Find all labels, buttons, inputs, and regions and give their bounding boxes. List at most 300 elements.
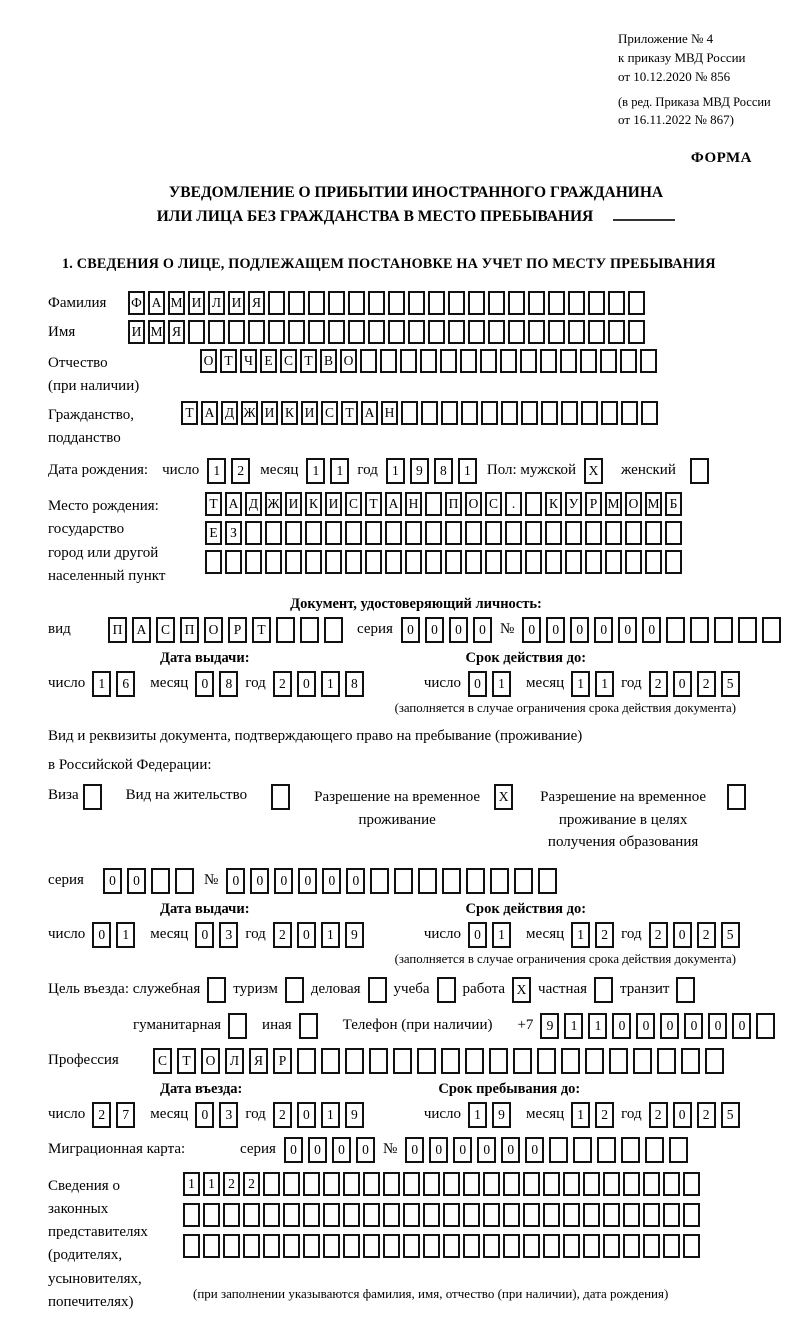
char-cell[interactable] xyxy=(623,1172,640,1196)
char-cell[interactable] xyxy=(303,1172,320,1196)
char-cell[interactable]: 1 xyxy=(92,671,111,697)
char-cell[interactable]: С xyxy=(345,492,362,516)
char-cell[interactable] xyxy=(370,868,389,894)
char-cell[interactable]: 6 xyxy=(116,671,135,697)
char-cell[interactable]: О xyxy=(340,349,357,373)
char-cell[interactable] xyxy=(328,291,345,315)
char-cell[interactable] xyxy=(443,1203,460,1227)
char-cell[interactable] xyxy=(762,617,781,643)
char-cell[interactable]: С xyxy=(485,492,502,516)
char-cell[interactable]: 2 xyxy=(273,671,292,697)
char-cell[interactable]: 0 xyxy=(708,1013,727,1039)
char-cell[interactable] xyxy=(483,1172,500,1196)
char-cell[interactable] xyxy=(665,550,682,574)
char-cell[interactable] xyxy=(265,550,282,574)
char-cell[interactable] xyxy=(681,1048,700,1074)
char-cell[interactable] xyxy=(665,521,682,545)
char-cell[interactable] xyxy=(683,1234,700,1258)
char-cell[interactable] xyxy=(625,521,642,545)
char-cell[interactable]: 1 xyxy=(571,1102,590,1128)
char-cell[interactable] xyxy=(521,401,538,425)
char-cell[interactable] xyxy=(423,1172,440,1196)
char-cell[interactable]: 0 xyxy=(525,1137,544,1163)
char-cell[interactable]: Т xyxy=(205,492,222,516)
char-cell[interactable]: О xyxy=(465,492,482,516)
char-cell[interactable] xyxy=(263,1172,280,1196)
char-cell[interactable]: Р xyxy=(273,1048,292,1074)
char-cell[interactable] xyxy=(483,1203,500,1227)
char-cell[interactable] xyxy=(525,492,542,516)
char-cell[interactable]: 2 xyxy=(649,1102,668,1128)
char-cell[interactable]: 0 xyxy=(449,617,468,643)
entry-month-input[interactable] xyxy=(195,1102,238,1128)
char-cell[interactable]: А xyxy=(361,401,378,425)
char-cell[interactable]: Ж xyxy=(265,492,282,516)
char-cell[interactable] xyxy=(523,1203,540,1227)
char-cell[interactable] xyxy=(727,784,746,810)
char-cell[interactable] xyxy=(541,401,558,425)
char-cell[interactable] xyxy=(603,1234,620,1258)
char-cell[interactable]: И xyxy=(128,320,145,344)
char-cell[interactable] xyxy=(288,291,305,315)
char-cell[interactable]: 2 xyxy=(697,1102,716,1128)
char-cell[interactable] xyxy=(323,1203,340,1227)
char-cell[interactable] xyxy=(437,977,456,1003)
char-cell[interactable] xyxy=(203,1234,220,1258)
doc-valid-day-input[interactable] xyxy=(468,671,511,697)
char-cell[interactable] xyxy=(405,521,422,545)
char-cell[interactable] xyxy=(408,320,425,344)
char-cell[interactable]: 0 xyxy=(660,1013,679,1039)
char-cell[interactable] xyxy=(403,1172,420,1196)
doc-valid-year-input[interactable] xyxy=(649,671,740,697)
char-cell[interactable] xyxy=(463,1172,480,1196)
char-cell[interactable] xyxy=(683,1203,700,1227)
char-cell[interactable] xyxy=(538,868,557,894)
char-cell[interactable]: А xyxy=(148,291,165,315)
char-cell[interactable] xyxy=(388,320,405,344)
char-cell[interactable] xyxy=(561,1048,580,1074)
char-cell[interactable]: 0 xyxy=(405,1137,424,1163)
char-cell[interactable]: Д xyxy=(221,401,238,425)
char-cell[interactable] xyxy=(705,1048,724,1074)
citizenship-input[interactable] xyxy=(181,401,658,425)
char-cell[interactable] xyxy=(597,1137,616,1163)
char-cell[interactable]: 3 xyxy=(219,1102,238,1128)
char-cell[interactable] xyxy=(683,1172,700,1196)
char-cell[interactable]: 2 xyxy=(243,1172,260,1196)
char-cell[interactable]: Я xyxy=(249,1048,268,1074)
char-cell[interactable] xyxy=(676,977,695,1003)
char-cell[interactable] xyxy=(628,320,645,344)
char-cell[interactable] xyxy=(441,401,458,425)
char-cell[interactable]: 1 xyxy=(588,1013,607,1039)
char-cell[interactable] xyxy=(480,349,497,373)
char-cell[interactable] xyxy=(83,784,102,810)
char-cell[interactable]: 0 xyxy=(103,868,122,894)
char-cell[interactable] xyxy=(421,401,438,425)
char-cell[interactable] xyxy=(508,291,525,315)
legal-input-line2[interactable] xyxy=(183,1203,700,1227)
char-cell[interactable]: 9 xyxy=(410,458,429,484)
char-cell[interactable] xyxy=(403,1203,420,1227)
char-cell[interactable]: Ф xyxy=(128,291,145,315)
char-cell[interactable]: Я xyxy=(168,320,185,344)
char-cell[interactable]: 0 xyxy=(468,671,487,697)
char-cell[interactable] xyxy=(323,1234,340,1258)
stay-year-input[interactable] xyxy=(649,1102,740,1128)
char-cell[interactable] xyxy=(594,977,613,1003)
char-cell[interactable]: 2 xyxy=(92,1102,111,1128)
char-cell[interactable] xyxy=(657,1048,676,1074)
char-cell[interactable] xyxy=(420,349,437,373)
char-cell[interactable]: X xyxy=(512,977,531,1003)
char-cell[interactable] xyxy=(405,550,422,574)
char-cell[interactable] xyxy=(445,550,462,574)
char-cell[interactable] xyxy=(641,401,658,425)
patronymic-input[interactable] xyxy=(200,349,657,373)
char-cell[interactable]: Д xyxy=(245,492,262,516)
char-cell[interactable] xyxy=(151,868,170,894)
char-cell[interactable]: З xyxy=(225,521,242,545)
profession-input[interactable] xyxy=(153,1048,724,1074)
char-cell[interactable] xyxy=(548,291,565,315)
char-cell[interactable] xyxy=(297,1048,316,1074)
char-cell[interactable] xyxy=(525,521,542,545)
char-cell[interactable] xyxy=(417,1048,436,1074)
char-cell[interactable] xyxy=(285,977,304,1003)
stay-month-input[interactable] xyxy=(571,1102,614,1128)
char-cell[interactable] xyxy=(545,550,562,574)
doc-valid-month-input[interactable] xyxy=(571,671,614,697)
char-cell[interactable] xyxy=(565,550,582,574)
char-cell[interactable]: М xyxy=(168,291,185,315)
char-cell[interactable] xyxy=(623,1234,640,1258)
char-cell[interactable]: 0 xyxy=(673,671,692,697)
birthplace-input-line2[interactable] xyxy=(205,521,682,545)
migration-number-input[interactable] xyxy=(405,1137,688,1163)
permit-series-input[interactable] xyxy=(103,868,194,894)
purpose-other-checkbox[interactable] xyxy=(299,1013,318,1039)
char-cell[interactable]: Т xyxy=(252,617,271,643)
char-cell[interactable] xyxy=(466,868,485,894)
char-cell[interactable]: Р xyxy=(228,617,247,643)
char-cell[interactable] xyxy=(583,1234,600,1258)
purpose-official-checkbox[interactable] xyxy=(207,977,226,1003)
char-cell[interactable] xyxy=(288,320,305,344)
char-cell[interactable]: 1 xyxy=(321,1102,340,1128)
char-cell[interactable]: 0 xyxy=(322,868,341,894)
char-cell[interactable] xyxy=(425,521,442,545)
entry-year-input[interactable] xyxy=(273,1102,364,1128)
char-cell[interactable] xyxy=(368,977,387,1003)
purpose-business-checkbox[interactable] xyxy=(368,977,387,1003)
char-cell[interactable]: И xyxy=(301,401,318,425)
doc-series-input[interactable] xyxy=(401,617,492,643)
char-cell[interactable] xyxy=(443,1172,460,1196)
char-cell[interactable] xyxy=(276,617,295,643)
purpose-tourism-checkbox[interactable] xyxy=(285,977,304,1003)
char-cell[interactable] xyxy=(628,291,645,315)
char-cell[interactable]: Н xyxy=(381,401,398,425)
char-cell[interactable]: С xyxy=(153,1048,172,1074)
char-cell[interactable]: 1 xyxy=(306,458,325,484)
char-cell[interactable] xyxy=(583,1203,600,1227)
char-cell[interactable]: Ч xyxy=(240,349,257,373)
char-cell[interactable] xyxy=(609,1048,628,1074)
char-cell[interactable] xyxy=(321,1048,340,1074)
char-cell[interactable]: 0 xyxy=(429,1137,448,1163)
char-cell[interactable] xyxy=(283,1234,300,1258)
char-cell[interactable]: 0 xyxy=(297,671,316,697)
char-cell[interactable] xyxy=(385,550,402,574)
char-cell[interactable] xyxy=(663,1203,680,1227)
char-cell[interactable]: 9 xyxy=(345,922,364,948)
char-cell[interactable] xyxy=(324,617,343,643)
purpose-private-checkbox[interactable] xyxy=(594,977,613,1003)
char-cell[interactable]: 0 xyxy=(546,617,565,643)
char-cell[interactable] xyxy=(508,320,525,344)
legal-input-line3[interactable] xyxy=(183,1234,700,1258)
char-cell[interactable]: 0 xyxy=(425,617,444,643)
char-cell[interactable] xyxy=(183,1234,200,1258)
residence-permit-checkbox[interactable] xyxy=(271,784,290,810)
char-cell[interactable] xyxy=(537,1048,556,1074)
char-cell[interactable]: 1 xyxy=(203,1172,220,1196)
char-cell[interactable] xyxy=(325,550,342,574)
char-cell[interactable]: 0 xyxy=(401,617,420,643)
char-cell[interactable] xyxy=(621,401,638,425)
char-cell[interactable] xyxy=(400,349,417,373)
char-cell[interactable] xyxy=(245,550,262,574)
char-cell[interactable] xyxy=(368,320,385,344)
char-cell[interactable]: К xyxy=(305,492,322,516)
char-cell[interactable] xyxy=(528,320,545,344)
birthplace-input-line1[interactable] xyxy=(205,492,682,516)
char-cell[interactable] xyxy=(663,1234,680,1258)
doc-issue-day-input[interactable] xyxy=(92,671,135,697)
char-cell[interactable] xyxy=(503,1234,520,1258)
char-cell[interactable] xyxy=(465,1048,484,1074)
char-cell[interactable] xyxy=(283,1172,300,1196)
char-cell[interactable]: О xyxy=(204,617,223,643)
char-cell[interactable] xyxy=(303,1203,320,1227)
char-cell[interactable]: С xyxy=(280,349,297,373)
char-cell[interactable]: 1 xyxy=(330,458,349,484)
char-cell[interactable]: 0 xyxy=(226,868,245,894)
char-cell[interactable] xyxy=(568,320,585,344)
char-cell[interactable]: 2 xyxy=(649,671,668,697)
char-cell[interactable]: М xyxy=(645,492,662,516)
char-cell[interactable] xyxy=(560,349,577,373)
char-cell[interactable] xyxy=(285,521,302,545)
char-cell[interactable]: 7 xyxy=(116,1102,135,1128)
char-cell[interactable]: О xyxy=(201,1048,220,1074)
char-cell[interactable]: 5 xyxy=(721,671,740,697)
char-cell[interactable] xyxy=(363,1172,380,1196)
char-cell[interactable] xyxy=(585,1048,604,1074)
char-cell[interactable] xyxy=(243,1234,260,1258)
char-cell[interactable] xyxy=(620,349,637,373)
char-cell[interactable] xyxy=(283,1203,300,1227)
doc-issue-year-input[interactable] xyxy=(273,671,364,697)
char-cell[interactable] xyxy=(183,1203,200,1227)
char-cell[interactable]: Н xyxy=(405,492,422,516)
char-cell[interactable]: И xyxy=(228,291,245,315)
char-cell[interactable] xyxy=(548,320,565,344)
char-cell[interactable]: Р xyxy=(585,492,602,516)
permit-issue-day-input[interactable] xyxy=(92,922,135,948)
char-cell[interactable] xyxy=(345,521,362,545)
char-cell[interactable]: С xyxy=(156,617,175,643)
char-cell[interactable]: А xyxy=(225,492,242,516)
char-cell[interactable] xyxy=(308,291,325,315)
char-cell[interactable] xyxy=(563,1203,580,1227)
char-cell[interactable]: X xyxy=(494,784,513,810)
char-cell[interactable] xyxy=(363,1203,380,1227)
char-cell[interactable] xyxy=(460,349,477,373)
char-cell[interactable] xyxy=(488,291,505,315)
char-cell[interactable]: К xyxy=(281,401,298,425)
char-cell[interactable] xyxy=(428,291,445,315)
permit-valid-day-input[interactable] xyxy=(468,922,511,948)
char-cell[interactable] xyxy=(265,521,282,545)
char-cell[interactable] xyxy=(666,617,685,643)
char-cell[interactable] xyxy=(305,521,322,545)
char-cell[interactable]: 9 xyxy=(540,1013,559,1039)
char-cell[interactable]: 1 xyxy=(595,671,614,697)
char-cell[interactable] xyxy=(228,1013,247,1039)
char-cell[interactable] xyxy=(490,868,509,894)
char-cell[interactable] xyxy=(383,1203,400,1227)
char-cell[interactable] xyxy=(581,401,598,425)
birthplace-input-line3[interactable] xyxy=(205,550,682,574)
char-cell[interactable]: 0 xyxy=(195,671,214,697)
char-cell[interactable] xyxy=(428,320,445,344)
char-cell[interactable]: 0 xyxy=(468,922,487,948)
char-cell[interactable] xyxy=(423,1203,440,1227)
char-cell[interactable] xyxy=(549,1137,568,1163)
char-cell[interactable] xyxy=(245,521,262,545)
char-cell[interactable] xyxy=(500,349,517,373)
char-cell[interactable]: 0 xyxy=(684,1013,703,1039)
char-cell[interactable]: 2 xyxy=(649,922,668,948)
char-cell[interactable]: М xyxy=(605,492,622,516)
birth-month-input[interactable] xyxy=(306,458,349,484)
char-cell[interactable] xyxy=(403,1234,420,1258)
char-cell[interactable] xyxy=(345,550,362,574)
char-cell[interactable]: 5 xyxy=(721,922,740,948)
char-cell[interactable] xyxy=(423,1234,440,1258)
char-cell[interactable] xyxy=(583,1172,600,1196)
char-cell[interactable] xyxy=(481,401,498,425)
char-cell[interactable] xyxy=(690,458,709,484)
char-cell[interactable] xyxy=(505,521,522,545)
char-cell[interactable]: Ж xyxy=(241,401,258,425)
char-cell[interactable] xyxy=(738,617,757,643)
char-cell[interactable] xyxy=(543,1234,560,1258)
char-cell[interactable] xyxy=(523,1234,540,1258)
name-input[interactable] xyxy=(128,320,645,344)
purpose-study-checkbox[interactable] xyxy=(437,977,456,1003)
char-cell[interactable]: Я xyxy=(248,291,265,315)
birth-year-input[interactable] xyxy=(386,458,477,484)
permit-issue-month-input[interactable] xyxy=(195,922,238,948)
char-cell[interactable] xyxy=(525,550,542,574)
char-cell[interactable]: Л xyxy=(225,1048,244,1074)
char-cell[interactable]: 0 xyxy=(92,922,111,948)
char-cell[interactable] xyxy=(545,521,562,545)
char-cell[interactable] xyxy=(523,1172,540,1196)
char-cell[interactable]: 1 xyxy=(458,458,477,484)
char-cell[interactable] xyxy=(585,550,602,574)
char-cell[interactable]: И xyxy=(285,492,302,516)
char-cell[interactable]: Т xyxy=(300,349,317,373)
char-cell[interactable]: С xyxy=(321,401,338,425)
char-cell[interactable] xyxy=(588,291,605,315)
char-cell[interactable] xyxy=(223,1234,240,1258)
char-cell[interactable]: 1 xyxy=(468,1102,487,1128)
char-cell[interactable] xyxy=(565,521,582,545)
char-cell[interactable]: Т xyxy=(177,1048,196,1074)
char-cell[interactable] xyxy=(543,1172,560,1196)
char-cell[interactable] xyxy=(443,1234,460,1258)
char-cell[interactable]: 1 xyxy=(116,922,135,948)
char-cell[interactable]: 0 xyxy=(522,617,541,643)
char-cell[interactable] xyxy=(663,1172,680,1196)
char-cell[interactable] xyxy=(243,1203,260,1227)
permit-valid-year-input[interactable] xyxy=(649,922,740,948)
char-cell[interactable]: Т xyxy=(365,492,382,516)
char-cell[interactable]: И xyxy=(188,291,205,315)
purpose-transit-checkbox[interactable] xyxy=(676,977,695,1003)
char-cell[interactable]: 2 xyxy=(273,1102,292,1128)
char-cell[interactable] xyxy=(623,1203,640,1227)
char-cell[interactable] xyxy=(505,550,522,574)
char-cell[interactable] xyxy=(669,1137,688,1163)
char-cell[interactable] xyxy=(643,1234,660,1258)
char-cell[interactable]: 0 xyxy=(297,1102,316,1128)
char-cell[interactable]: П xyxy=(180,617,199,643)
visa-checkbox[interactable] xyxy=(83,784,102,810)
sex-female-checkbox[interactable] xyxy=(690,458,709,484)
char-cell[interactable] xyxy=(325,521,342,545)
char-cell[interactable] xyxy=(645,550,662,574)
char-cell[interactable] xyxy=(348,291,365,315)
char-cell[interactable] xyxy=(383,1172,400,1196)
char-cell[interactable] xyxy=(299,1013,318,1039)
char-cell[interactable]: О xyxy=(200,349,217,373)
char-cell[interactable]: 0 xyxy=(501,1137,520,1163)
char-cell[interactable]: 8 xyxy=(219,671,238,697)
char-cell[interactable] xyxy=(369,1048,388,1074)
char-cell[interactable] xyxy=(363,1234,380,1258)
char-cell[interactable]: 0 xyxy=(332,1137,351,1163)
char-cell[interactable] xyxy=(188,320,205,344)
phone-input[interactable] xyxy=(540,1013,775,1039)
permit-issue-year-input[interactable] xyxy=(273,922,364,948)
char-cell[interactable] xyxy=(448,291,465,315)
char-cell[interactable]: 9 xyxy=(492,1102,511,1128)
char-cell[interactable] xyxy=(348,320,365,344)
char-cell[interactable]: 2 xyxy=(697,671,716,697)
doc-number-input[interactable] xyxy=(522,617,781,643)
char-cell[interactable] xyxy=(263,1203,280,1227)
char-cell[interactable] xyxy=(563,1234,580,1258)
char-cell[interactable]: М xyxy=(148,320,165,344)
char-cell[interactable] xyxy=(343,1172,360,1196)
char-cell[interactable]: 1 xyxy=(571,671,590,697)
